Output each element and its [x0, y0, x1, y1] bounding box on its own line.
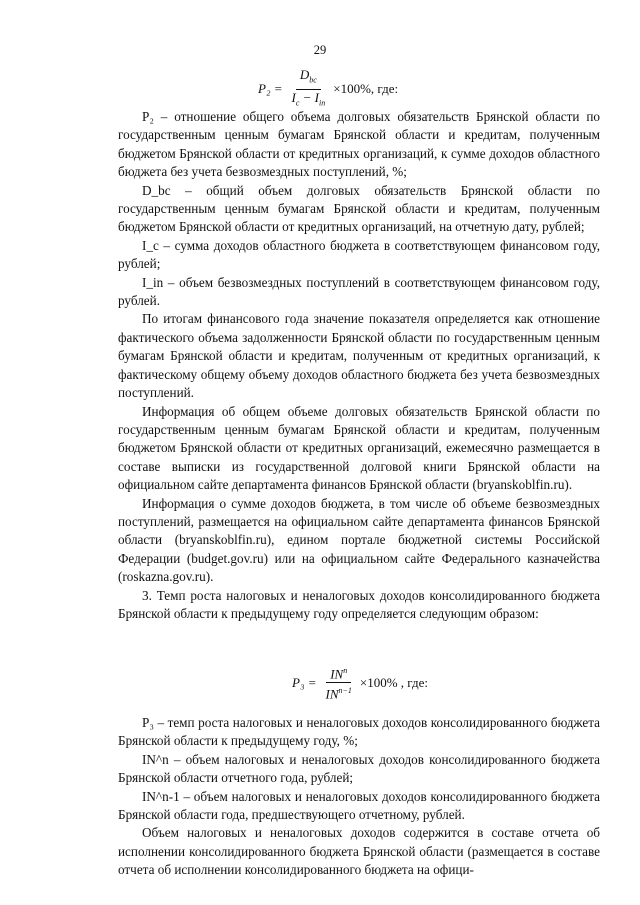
formula-p3-numerator: $IN^n$	[326, 664, 351, 683]
formula-p2	[258, 68, 398, 110]
formula-p2-lhs: P₂ =	[258, 81, 283, 97]
formula-p3-lhs: P₃ =	[292, 674, 317, 690]
formula-p3	[292, 664, 428, 702]
formula-p2-numerator: $D_{bc}$	[296, 68, 321, 90]
paragraph: I_c – сумма доходов областного бюджета в соответствующем финансовом году, рублей;	[118, 237, 600, 272]
paragraph: D_bc – общий объем долговых обязательств Брянской области по государственным ценным бумагам Брянской области и кредитам, полученным бюджетом Брянской области от кредитных организаций, на отчетную дату, рублей;	[118, 182, 600, 235]
paragraph: Объем налоговых и неналоговых доходов содержится в составе отчета об исполнении консолидированного бюджета Брянской области (размещается в составе отчета об исполнении консолидированного бюджета на офици-	[118, 825, 600, 878]
paragraph: I_in – объем безвозмездных поступлений в соответствующем финансовом году, рублей.	[118, 274, 600, 309]
formula-p3-denominator: $IN^{n-1}$	[325, 686, 352, 702]
paragraph: Р₂ – отношение общего объема долговых обязательств Брянской области по государственным ценным бумагам Брянской области и кредитам, полученным бюджетом Брянской области от кредитных организаций, к сумме доходов областного бюджета без учета безвозмездных поступлений, %;	[118, 109, 600, 180]
formula-p2-denominator: $I_c - I_{in}$	[291, 89, 326, 108]
formula-p2-fraction	[287, 68, 329, 110]
paragraph: Информация об общем объеме долговых обязательств Брянской области по государственным ценным бумагам Брянской области и кредитам, полученным бюджетом Брянской области от кредитных организаций, ежемесячно размещается в составе выписки из государственной долговой книги Брянской области на официальном сайте департамента финансов Брянской области (bryanskoblfin.ru).	[118, 403, 600, 493]
paragraph: IN^n-1 – объем налоговых и неналоговых доходов консолидированного бюджета Брянской области года, предшествующего отчетному, рублей.	[118, 788, 600, 823]
paragraph: Р₃ – темп роста налоговых и неналоговых доходов консолидированного бюджета Брянской области к предыдущему году, %;	[118, 715, 600, 749]
paragraph: Информация о сумме доходов бюджета, в том числе об объеме безвозмездных поступлений, размещается на официальном сайте департамента финансов Брянской области (bryanskoblfin.ru), едином портале бюджетной системы Российской Федерации (budget.gov.ru) или на официальном сайте Федерального казначейства (roskazna.gov.ru).	[118, 495, 600, 585]
paragraph: 3. Темп роста налоговых и неналоговых доходов консолидированного бюджета Брянской области к предыдущему году определяется следующим образом:	[118, 587, 600, 621]
formula-p3-tail: ×100% , где:	[359, 674, 428, 690]
paragraph: По итогам финансового года значение показателя определяется как отношение фактического объема задолженности Брянской области по государственным ценным бумагам Брянской области и кредитам, полученным от кредитных организаций, к фактическому общему объему доходов областного бюджета без учета безвозмездных поступлений.	[118, 311, 600, 401]
paragraph: IN^n – объем налоговых и неналоговых доходов консолидированного бюджета Брянской области отчетного года, рублей;	[118, 751, 600, 786]
text-block-b	[118, 714, 600, 880]
page-number: 29	[313, 43, 327, 57]
formula-p3-fraction	[321, 664, 355, 702]
text-block-a	[118, 108, 600, 623]
formula-p2-tail: ×100%, где:	[333, 81, 399, 97]
